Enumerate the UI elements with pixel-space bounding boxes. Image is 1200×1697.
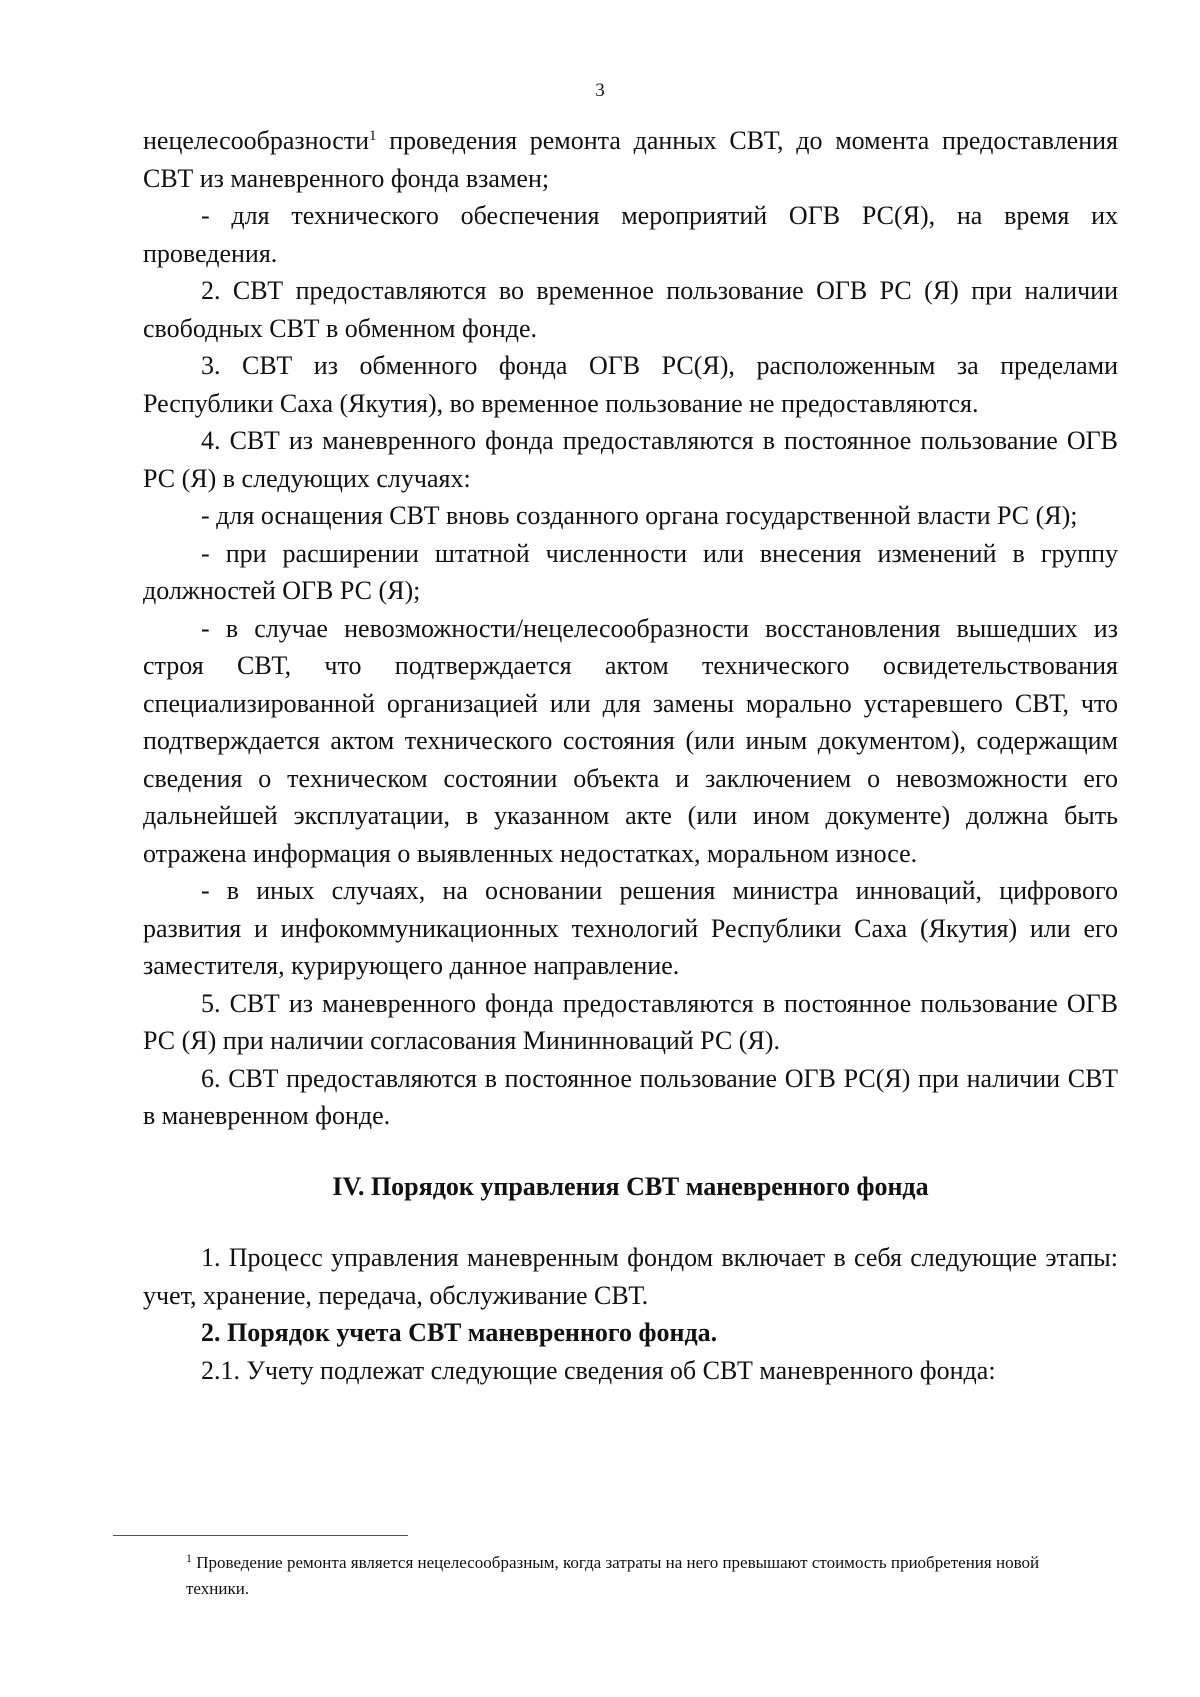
footnote-reference: 1 — [369, 128, 377, 144]
footnote — [186, 1550, 1066, 1602]
paragraph: 1. Процесс управления маневренным фондом включает в себя следующие этапы: учет, хранение, передача, обслуживание СВТ. — [143, 1243, 1118, 1310]
paragraph: 5. СВТ из маневренного фонда предоставляются в постоянное пользование ОГВ РС (Я) при наличии согласования Мининноваций РС (Я). — [143, 988, 1118, 1055]
footnote-text: Проведение ремонта является нецелесообразным, когда затраты на него превышают стоимость приобретения новой техники. — [186, 1553, 1040, 1598]
paragraph: 6. СВТ предоставляются в постоянное пользование ОГВ РС(Я) при наличии СВТ в маневренном фонде. — [143, 1063, 1118, 1130]
subsection-heading: 2. Порядок учета СВТ маневренного фонда. — [201, 1318, 718, 1347]
footnote-separator — [113, 1535, 408, 1536]
paragraph-text: проведения ремонта данных СВТ, до момента предоставления СВТ из маневренного фонда взамен; — [143, 126, 1118, 193]
paragraph: 2. СВТ предоставляются во временное пользование ОГВ РС (Я) при наличии свободных СВТ в обменном фонде. — [143, 276, 1118, 343]
page-number: 3 — [595, 80, 605, 101]
paragraph-text: нецелесообразности — [143, 126, 370, 155]
paragraph: - в случае невозможности/нецелесообразности восстановления вышедших из строя СВТ, что подтверждается актом технического освидетельствования специализированной организацией или для замены морально устаревшего СВТ, что подтверждается актом технического состояния (или иным документом), содержащим сведения о техническом состоянии объекта и заключением о невозможности его дальнейшей эксплуатации, в указанном акте (или ином документе) должна быть отражена информация о выявленных недостатках, моральном износе. — [143, 613, 1118, 868]
section-heading: IV. Порядок управления СВТ маневренного фонда — [332, 1171, 929, 1201]
paragraph: - в иных случаях, на основании решения министра инноваций, цифрового развития и инфокоммуникационных технологий Республики Саха (Якутия) или его заместителя, курирующего данное направление. — [143, 876, 1118, 980]
paragraph: - при расширении штатной численности или внесения изменений в группу должностей ОГВ РС (Я); — [143, 538, 1118, 605]
paragraph: 3. СВТ из обменного фонда ОГВ РС(Я), расположенным за пределами Республики Саха (Якутия), во временное пользование не предоставляются. — [143, 351, 1118, 418]
paragraph: 4. СВТ из маневренного фонда предоставляются в постоянное пользование ОГВ РС (Я) в следующих случаях: — [143, 426, 1118, 493]
document-body — [143, 122, 1118, 1389]
footnote-mark: 1 — [186, 1551, 192, 1565]
paragraph: - для оснащения СВТ вновь созданного органа государственной власти РС (Я); — [201, 501, 1078, 530]
paragraph: 2.1. Учету подлежат следующие сведения об СВТ маневренного фонда: — [201, 1355, 996, 1385]
paragraph-continuation — [143, 122, 1118, 197]
paragraph: - для технического обеспечения мероприятий ОГВ РС(Я), на время их проведения. — [143, 201, 1118, 268]
